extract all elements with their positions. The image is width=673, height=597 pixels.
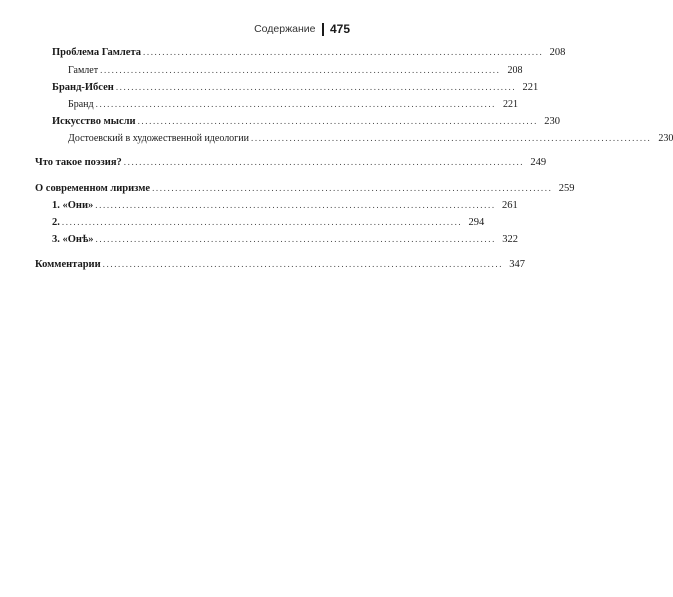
toc-entry-title: Искусство мысли: [52, 116, 136, 127]
toc-entry-title: 1. «Они»: [52, 200, 94, 211]
toc-entry: [35, 156, 547, 169]
running-header-section: Содержание: [254, 23, 316, 35]
running-header: [254, 22, 350, 36]
toc-entry: [35, 258, 526, 271]
toc-entry-page: 230: [544, 116, 560, 127]
toc-dot-leader: ........................................................................................................: [137, 116, 538, 126]
toc-dot-leader: ........................................................................................................: [95, 234, 496, 244]
toc-dot-leader: ........................................................................................................: [61, 217, 463, 227]
page-number: 475: [329, 22, 350, 36]
toc-entry-title: 2.: [52, 217, 60, 228]
toc-entry-title: 3. «Онѣ»: [52, 234, 94, 245]
toc-entry-title: Комментарии: [35, 259, 101, 270]
toc-entry: [52, 216, 485, 229]
toc-dot-leader: ........................................................................................................: [143, 47, 544, 57]
toc-entry: [35, 182, 575, 195]
toc-entry: [52, 81, 539, 94]
toc-entry: [68, 132, 673, 145]
toc-dot-leader: ........................................................................................................: [251, 133, 652, 143]
toc-dot-leader: ........................................................................................................: [95, 200, 496, 210]
toc-entry-page: 249: [530, 157, 547, 168]
toc-dot-leader: ........................................................................................................: [102, 259, 504, 269]
toc-entry-title: Проблема Гамлета: [52, 47, 141, 58]
toc-dot-leader: ........................................................................................................: [95, 99, 497, 109]
toc-entry-page: 230: [658, 133, 673, 144]
toc-dot-leader: ........................................................................................................: [152, 183, 553, 193]
toc-dot-leader: ........................................................................................................: [123, 157, 525, 167]
toc-entry-page: 294: [468, 217, 485, 228]
toc-entry-page: 221: [522, 82, 539, 93]
toc-entry-title: Что такое поэзия?: [35, 157, 122, 168]
toc-entry-title: Бранд-Ибсен: [52, 82, 114, 93]
toc-dot-leader: ........................................................................................................: [115, 82, 517, 92]
toc-entry-title: Гамлет: [68, 65, 99, 76]
toc-entry-title: О современном лиризме: [35, 183, 151, 194]
toc-entry-page: 261: [501, 200, 518, 211]
toc-entry: [68, 64, 523, 77]
header-divider: [322, 23, 324, 36]
toc-entry: [52, 115, 560, 128]
toc-dot-leader: ........................................................................................................: [100, 65, 501, 75]
toc-entry-page: 322: [502, 234, 518, 245]
toc-entry: [52, 199, 518, 212]
toc-entry-page: 259: [558, 183, 575, 194]
toc-entry-page: 208: [507, 65, 523, 76]
toc-entry-page: 347: [509, 259, 526, 270]
toc-entry: [68, 98, 519, 111]
toc-entry-title: Бранд: [68, 99, 94, 110]
toc-entry: [52, 46, 566, 59]
toc-entry-title: Достоевский в художественной идеологии: [68, 133, 249, 144]
toc-entry-page: 208: [549, 47, 566, 58]
toc-entry-page: 221: [503, 99, 519, 110]
toc-entry: [52, 233, 518, 246]
